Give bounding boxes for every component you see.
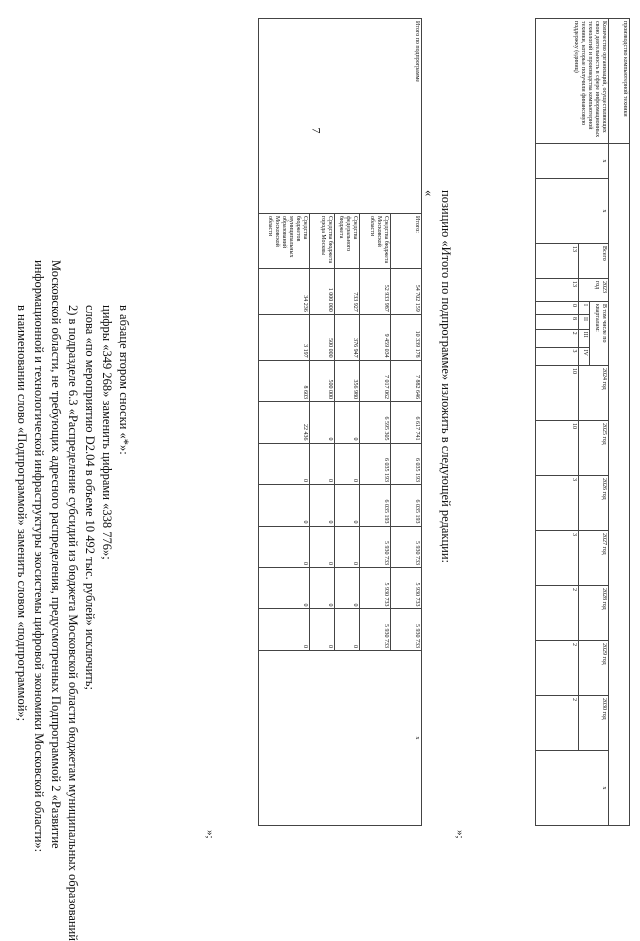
row3-v1: 500 000 (310, 314, 335, 360)
row0-v7: 5 930 733 (391, 567, 422, 608)
table2-end-mark: »; (204, 830, 216, 839)
header-2026: 2026 год (579, 476, 609, 531)
row0-v5: 6 035 193 (391, 485, 422, 526)
row2-v8: 0 (335, 609, 360, 651)
row2-v4: 0 (335, 443, 360, 484)
row2-v7: 0 (335, 567, 360, 608)
row4-v5: 0 (259, 485, 310, 526)
row3-v8: 0 (310, 609, 335, 651)
row0-name: Итого: (391, 214, 422, 269)
totals-table (258, 18, 422, 826)
row1-v0: 52 933 987 (360, 269, 391, 315)
x-cell-2: x (536, 179, 609, 244)
row4-v6: 0 (259, 526, 310, 567)
row0-v2: 7 882 646 (391, 360, 422, 401)
header-2030: 2030 год (579, 696, 609, 751)
val-2029: 2 (536, 641, 579, 696)
val-q4: 3 (536, 347, 579, 365)
val-2030: 2 (536, 696, 579, 751)
row2-v1: 376 947 (335, 314, 360, 360)
row3-v0: 1 000 000 (310, 269, 335, 315)
row3-v4: 0 (310, 443, 335, 484)
row3-v2: 500 000 (310, 360, 335, 401)
row1-v8: 5 930 733 (360, 609, 391, 651)
row-a-label: производство компьютерной техники (609, 19, 630, 144)
row4-v2: 8 603 (259, 360, 310, 401)
header-2023: 2023 год (579, 279, 609, 302)
row3-v3: 0 (310, 402, 335, 443)
row4-v3: 22 436 (259, 402, 310, 443)
x-cell-1: x (536, 144, 609, 179)
row0-v3: 6 617 741 (391, 402, 422, 443)
row0-v0: 54 702 159 (391, 269, 422, 315)
row1-v3: 6 595 305 (360, 402, 391, 443)
val-total: 13 (536, 244, 579, 279)
row0-v1: 10 339 178 (391, 314, 422, 360)
row3-v5: 0 (310, 485, 335, 526)
para-1: в абзаце втором сноски «*»: (117, 305, 131, 455)
row4-v0: 34 236 (259, 269, 310, 315)
row-b-label: Количество организаций, осуществляющих свою деятельность в сфере информационных технологий и производства компьютерной техники, которые получили финансовую поддержку (единиц) (536, 19, 609, 144)
row2-v3: 0 (335, 402, 360, 443)
row2-v5: 0 (335, 485, 360, 526)
row2-name: Средства федерального бюджета (335, 214, 360, 269)
para-2: цифры «349 268» заменить цифрами «338 776»; (100, 305, 114, 560)
header-q1: I (579, 302, 590, 315)
row4-name: Средства бюджетов муниципальных образований Московской области (259, 214, 310, 269)
row3-v6: 0 (310, 526, 335, 567)
table1-end-mark: »; (454, 830, 466, 839)
row4-v1: 3 197 (259, 314, 310, 360)
row1-v7: 5 930 733 (360, 567, 391, 608)
para-7: в наименовании слово «Подпрограммой» заменить словом «подпрограммой»; (15, 305, 29, 722)
header-2025: 2025 год (579, 421, 609, 476)
totals-x: x (259, 651, 422, 826)
row3-v7: 0 (310, 567, 335, 608)
header-2028: 2028 год (579, 586, 609, 641)
row1-v4: 6 035 193 (360, 443, 391, 484)
val-2028: 2 (536, 586, 579, 641)
val-2026: 3 (536, 476, 579, 531)
row4-v8: 0 (259, 609, 310, 651)
row1-v6: 5 930 733 (360, 526, 391, 567)
para-3: слова «по мероприятию D2.04 в объеме 10 492 тыс. рублей» исключить; (83, 305, 97, 690)
header-2024: 2024 год (579, 366, 609, 421)
val-2025: 10 (536, 421, 579, 476)
row0-v6: 5 930 733 (391, 526, 422, 567)
quote-open: « (422, 190, 436, 197)
row2-v2: 356 980 (335, 360, 360, 401)
val-q2: 8 (536, 315, 579, 330)
row1-v2: 7 017 062 (360, 360, 391, 401)
header-q4: IV (579, 347, 590, 365)
row0-v8: 5 930 733 (391, 609, 422, 651)
row4-v7: 0 (259, 567, 310, 608)
row2-v6: 0 (335, 526, 360, 567)
header-vsego: Всего (579, 244, 609, 279)
val-q3: 2 (536, 329, 579, 347)
val-2027: 3 (536, 531, 579, 586)
para-5: Московской области, не требующих адресного распределения, предусмотренных Подпрограммой 2 «Развитие (49, 260, 63, 849)
val-q1: 0 (536, 302, 579, 315)
val-2023: 13 (536, 279, 579, 302)
para-6: информационной и технологической инфраструктуры экосистемы цифровой экономики Московской области»: (32, 260, 46, 853)
row0-v4: 6 035 193 (391, 443, 422, 484)
row4-v4: 0 (259, 443, 310, 484)
totals-label: Итого по подпрограмме (259, 19, 422, 214)
indicator-table (535, 18, 630, 826)
header-quarters: В том числе по кварталам: (590, 302, 609, 366)
row1-name: Средства бюджета Московской области (360, 214, 391, 269)
val-2024: 10 (536, 366, 579, 421)
row2-v0: 733 927 (335, 269, 360, 315)
header-2027: 2027 год (579, 531, 609, 586)
para-4: 2) в подразделе 6.3 «Распределение субсидий из бюджета Московской области бюджетам муниципальных образований (66, 305, 80, 941)
header-q3: III (579, 329, 590, 347)
intro-line: позицию «Итого по подпрограмме» изложить в следующей редакции: (439, 190, 453, 563)
x-cell-3: x (536, 751, 609, 826)
row1-v1: 9 459 034 (360, 314, 391, 360)
row1-v5: 6 035 193 (360, 485, 391, 526)
header-2029: 2029 год (579, 641, 609, 696)
header-q2: II (579, 315, 590, 330)
page-number: 7 (309, 127, 324, 134)
row3-name: Средства бюджета города Москвы (310, 214, 335, 269)
